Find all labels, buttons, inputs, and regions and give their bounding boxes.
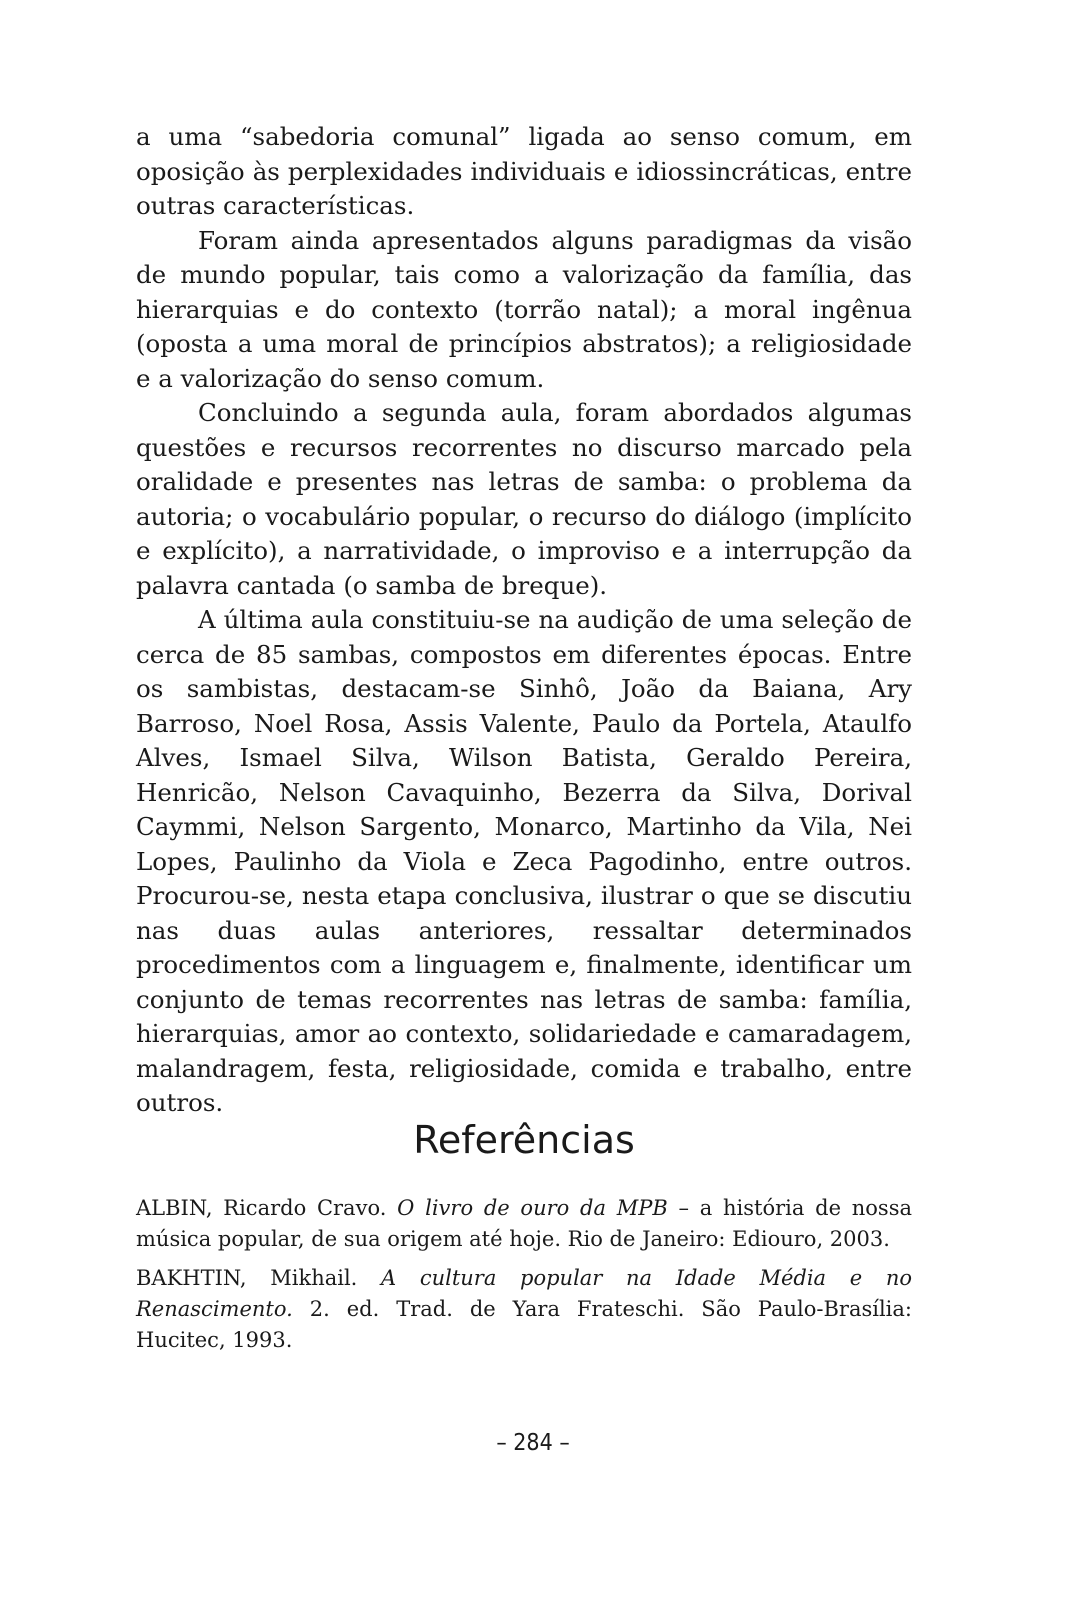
reference-details: – a história de nossa música popular, de sua origem até hoje. Rio de Janeiro: Ediouro, 2003. [136, 1196, 912, 1251]
body-text [136, 120, 912, 1121]
paragraph-paradigms: Foram ainda apresentados alguns paradigmas da visão de mundo popular, tais como a valorização da família, das hierarquias e do contexto (torrão natal); a moral ingênua (oposta a uma moral de princípios abstratos); a religiosidade e a valorização do senso comum. [136, 225, 912, 393]
paragraph-continuation: a uma “sabedoria comunal” ligada ao senso comum, em oposição às perplexidades individuais e idiossincráticas, entre outras características. [136, 122, 912, 220]
reference-author: BAKHTIN, Mikhail. [136, 1266, 358, 1290]
reference-title: O livro de ouro da MPB [397, 1196, 668, 1220]
reference-details: 2. ed. Trad. de Yara Frateschi. São Paulo-Brasília: Hucitec, 1993. [136, 1297, 912, 1352]
paragraph-second-class: Concluindo a segunda aula, foram abordados algumas questões e recursos recorrentes no discurso marcado pela oralidade e presentes nas letras de samba: o problema da autoria; o vocabulário popular, o recurso do diálogo (implícito e explícito), a narratividade, o improviso e a interrupção da palavra cantada (o samba de breque). [136, 398, 912, 600]
reference-entry [136, 1263, 912, 1356]
reference-entry [136, 1193, 912, 1255]
references-list [136, 1193, 912, 1364]
paragraph-last-class: A última aula constituiu-se na audição de uma seleção de cerca de 85 sambas, compostos em diferentes épocas. Entre os sambistas, destacam-se Sinhô, João da Baiana, Ary Barroso, Noel Rosa, Assis Valente, Paulo da Portela, Ataulfo Alves, Ismael Silva, Wilson Batista, Geraldo Pereira, Henricão, Nelson Cavaquinho, Bezerra da Silva, Dorival Caymmi, Nelson Sargento, Monarco, Martinho da Vila, Nei Lopes, Paulinho da Viola e Zeca Pagodinho, entre outros. Procurou-se, nesta etapa conclusiva, ilustrar o que se discutiu nas duas aulas anteriores, ressaltar determinados procedimentos com a linguagem e, finalmente, identificar um conjunto de temas recorrentes nas letras de samba: família, hierarquias, amor ao contexto, solidariedade e camaradagem, malandragem, festa, religiosidade, comida e trabalho, entre outros. [136, 605, 912, 1117]
page-number: – 284 – [496, 1430, 570, 1456]
reference-author: ALBIN, Ricardo Cravo. [136, 1196, 387, 1220]
reference-title: A cultura popular na Idade Média e no Renascimento. [136, 1266, 912, 1321]
section-heading-references: Referências [413, 1118, 635, 1162]
